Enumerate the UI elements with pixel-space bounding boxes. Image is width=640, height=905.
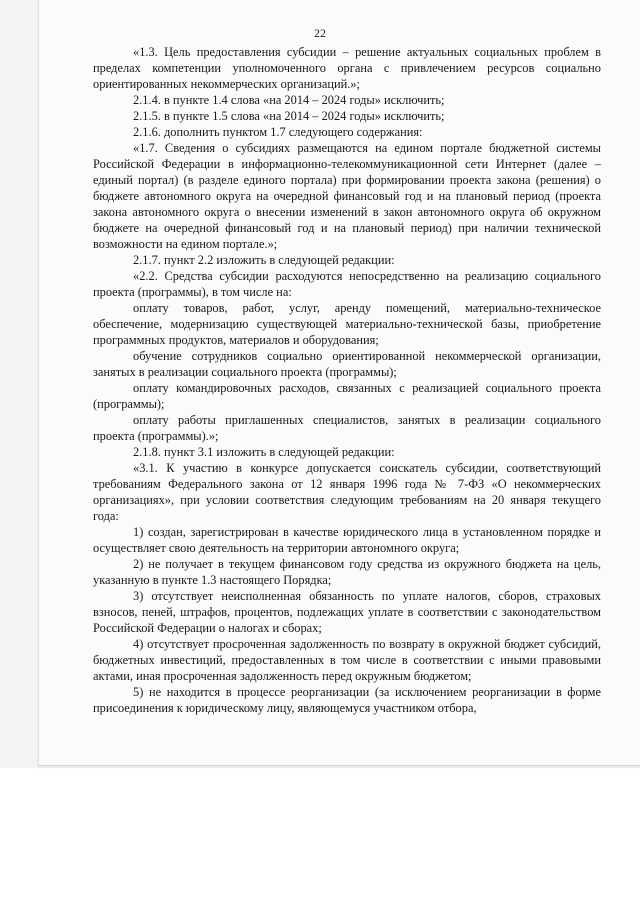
paragraph: 2.1.8. пункт 3.1 изложить в следующей редакции: (133, 445, 395, 459)
paragraph: 4) отсутствует просроченная задолженность по возврату в окружной бюджет субсидий, бюджетных инвестиций, предоставленных в том числе в соответствии с иными правовыми актами, иная просроченная задолженность перед окружным бюджетом; (93, 637, 601, 683)
paragraph: 1) создан, зарегистрирован в качестве юридического лица в установленном порядке и осуществляет свою деятельность на территории автономного округа; (93, 525, 601, 555)
paragraph: 2.1.4. в пункте 1.4 слова «на 2014 – 2024 годы» исключить; (133, 93, 445, 107)
paragraph: оплату работы приглашенных специалистов, занятых в реализации социального проекта (программы).»; (93, 413, 601, 443)
paragraph: обучение сотрудников социально ориентированной некоммерческой организации, занятых в реализации социального проекта (программы); (93, 349, 601, 379)
page-number: 22 (314, 26, 326, 40)
paragraph: 2.1.6. дополнить пунктом 1.7 следующего содержания: (133, 125, 423, 139)
paragraph: «1.7. Сведения о субсидиях размещаются на едином портале бюджетной системы Российской Федерации в информационно-телекоммуникационной сети Интернет (далее – единый портал) (в разделе единого портала) при формировании проекта закона (решения) о бюджете автономного округа на очередной финансовый год и на плановый период (проекта закона автономного округа о внесении изменений в закон автономного округа об окружном бюджете на очередной финансовый год и на плановый период) при наличии технической возможности на едином портале.»; (93, 141, 601, 251)
paragraph: 5) не находится в процессе реорганизации (за исключением реорганизации в форме присоединения к юридическому лицу, являющемуся участником отбора, (93, 685, 601, 715)
paragraph: 2.1.5. в пункте 1.5 слова «на 2014 – 2024 годы» исключить; (133, 109, 445, 123)
paragraph: «1.3. Цель предоставления субсидии – решение актуальных социальных проблем в пределах компетенции уполномоченного органа с привлечением ресурсов социально ориентированных некоммерческих организаций.»; (93, 45, 601, 91)
paragraph: оплату товаров, работ, услуг, аренду помещений, материально-техническое обеспечение, модернизацию существующей материально-технической базы, приобретение программных продуктов, материалов и оборудования; (93, 301, 601, 347)
document-body (93, 44, 601, 716)
paragraph: оплату командировочных расходов, связанных с реализацией социального проекта (программы); (93, 381, 601, 411)
paragraph: «3.1. К участию в конкурсе допускается соискатель субсидии, соответствующий требованиям Федерального закона от 12 января 1996 года № 7-ФЗ «О некоммерческих организациях», при условии соответствия следующим требованиям на 20 января текущего года: (93, 461, 601, 523)
paragraph: «2.2. Средства субсидии расходуются непосредственно на реализацию социального проекта (программы), в том числе на: (93, 269, 601, 299)
paragraph: 2) не получает в текущем финансовом году средства из окружного бюджета на цель, указанную в пункте 1.3 настоящего Порядка; (93, 557, 601, 587)
paragraph: 3) отсутствует неисполненная обязанность по уплате налогов, сборов, страховых взносов, пеней, штрафов, процентов, подлежащих уплате в соответствии с законодательством Российской Федерации о налогах и сборах; (93, 589, 601, 635)
paragraph: 2.1.7. пункт 2.2 изложить в следующей редакции: (133, 253, 395, 267)
